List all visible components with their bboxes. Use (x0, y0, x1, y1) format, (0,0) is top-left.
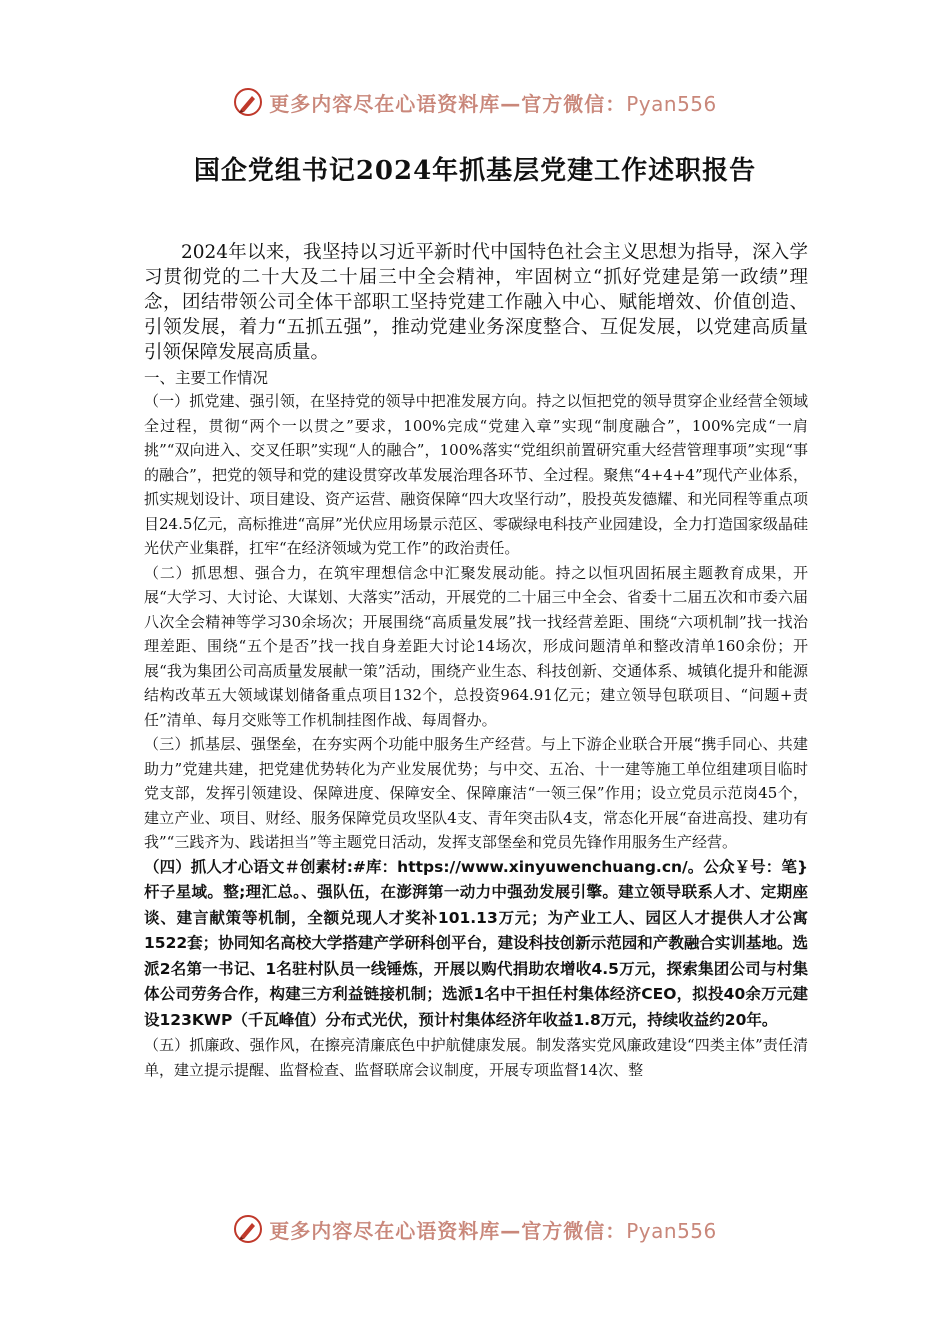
watermark-footer (0, 1207, 950, 1251)
watermark-wechat-id: Pyan556 (626, 1218, 717, 1243)
document-body (144, 240, 808, 1082)
watermark-label: 更多内容尽在心语资料库—官方微信： (269, 91, 627, 116)
watermark-label: 更多内容尽在心语资料库—官方微信： (269, 1218, 627, 1243)
pen-logo-icon (233, 87, 263, 117)
paragraph-3: （三）抓基层、强堡垒，在夯实两个功能中服务生产经营。与上下游企业联合开展“携手同心、共建助力”党建共建，把党建优势转化为产业发展优势；与中交、五冶、十一建等施工单位组建项目临时党支部，发挥引领建设、保障进度、保障安全、保障廉洁“一领三保”作用；设立党员示范岗45个，建立产业、项目、财经、服务保障党员攻坚队4支、青年突击队4支，常态化开展“奋进高投、建功有我”“三践齐为、践诺担当”等主题党日活动，发挥支部堡垒和党员先锋作用服务生产经营。 (144, 735, 808, 851)
intro-paragraph: 2024年以来，我坚持以习近平新时代中国特色社会主义思想为指导，深入学习贯彻党的二十大及二十届三中全会精神，牢固树立“抓好党建是第一政绩”理念，团结带领公司全体干部职工坚持党建工作融入中心、赋能增效、价值创造、引领发展，着力“五抓五强”，推动党建业务深度整合、互促发展，以党建高质量引领保障发展高质量。 (144, 242, 808, 363)
document-title: 国企党组书记2024年抓基层党建工作述职报告 (193, 156, 757, 186)
paragraph-1: （一）抓党建、强引领，在坚持党的领导中把准发展方向。持之以恒把党的领导贯穿企业经营全领域全过程，贯彻“两个一以贯之”要求，100%完成“党建入章”实现“制度融合”，100%完成“一肩挑”“双向进入、交叉任职”实现“人的融合”，100%落实“党组织前置研究重大经营管理事项”实现“事的融合”，把党的领导和党的建设贯穿改革发展治理各环节、全过程。聚焦“4+4+4”现代产业体系，抓实规划设计、项目建设、资产运营、融资保障“四大攻坚行动”，股投英发德耀、和光同程等重点项目24.5亿元，高标推进“高屏”光伏应用场景示范区、零碳绿电科技产业园建设，全力打造国家级晶硅光伏产业集群，扛牢“在经济领域为党工作”的政治责任。 (144, 392, 808, 557)
watermark-text (269, 88, 717, 117)
paragraph-5: （五）抓廉政、强作风，在擦亮清廉底色中护航健康发展。制发落实党风廉政建设“四类主体”责任清单，建立提示提醒、监督检查、监督联席会议制度，开展专项监督14次、整 (144, 1036, 808, 1079)
section-heading: 一、主要工作情况 (144, 369, 269, 387)
paragraph-4: （四）抓人才心语文＃创素材:#库：https://www.xinyuwenchuang.cn/。公众￥号：笔}杆子星域。整;理汇总。、强队伍，在澎湃第一动力中强劲发展引擎。建立领导联系人才、定期座谈、建言献策等机制，全额兑现人才奖补101.13万元；为产业工人、园区人才提供人才公寓1522套；协同知名高校大学搭建产学研科创平台，建设科技创新示范园和产教融合实训基地。选派2名第一书记、1名驻村队员一线锤炼，开展以购代捐助农增收4.5万元，探索集团公司与村集体公司劳务合作，构建三方利益链接机制；选派1名中干担任村集体经济CEO，拟投40余万元建设123KWP（千瓦峰值）分布式光伏，预计村集体经济年收益1.8万元，持续收益约20年。 (144, 857, 808, 1029)
watermark-wechat-id: Pyan556 (626, 91, 717, 116)
pen-logo-icon (233, 1214, 263, 1244)
paragraph-2: （二）抓思想、强合力，在筑牢理想信念中汇聚发展动能。持之以恒巩固拓展主题教育成果，开展“大学习、大讨论、大谋划、大落实”活动，开展党的二十届三中全会、省委十二届五次和市委六届八次全会精神等学习30余场次；开展围绕“高质量发展”找一找经营差距、围绕“六项机制”找一找治理差距、围绕“五个是否”找一找自身差距大讨论14场次，形成问题清单和整改清单160余份；开展“我为集团公司高质量发展献一策”活动，围绕产业生态、科技创新、交通体系、城镇化提升和能源结构改革五大领域谋划储备重点项目132个，总投资964.91亿元；建立领导包联项目、“问题+责任”清单、每月交账等工作机制挂图作战、每周督办。 (144, 563, 808, 729)
watermark-header (0, 80, 950, 124)
watermark-text (269, 1215, 717, 1244)
